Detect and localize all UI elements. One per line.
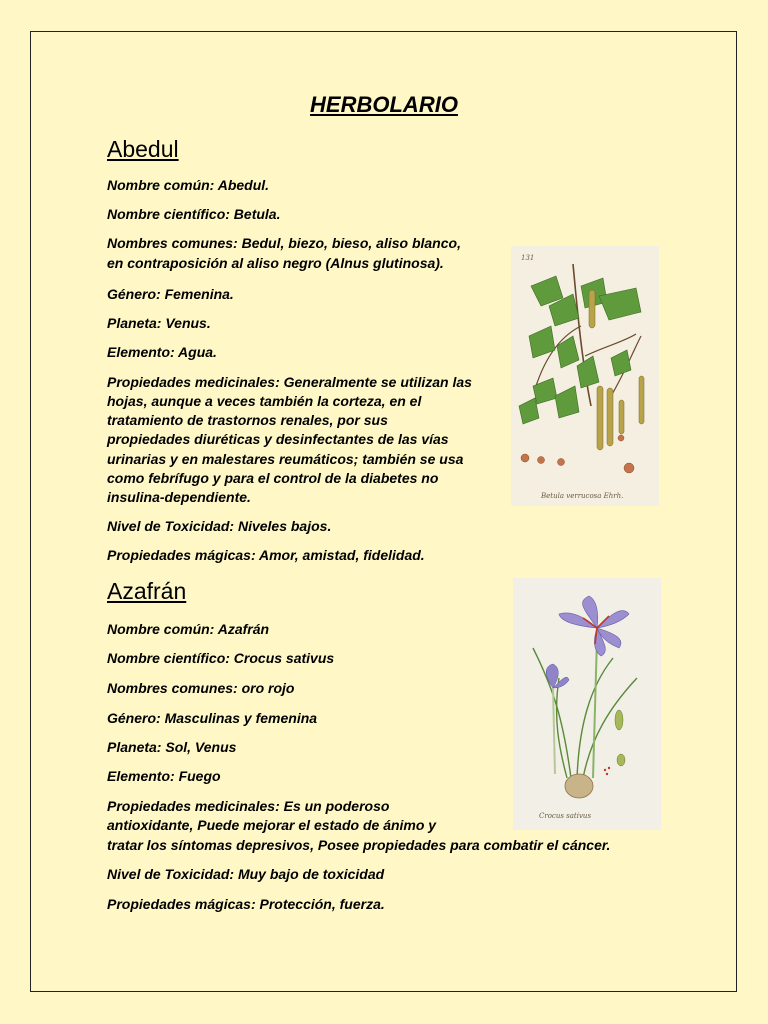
abedul-genero: Género: Femenina.: [107, 286, 234, 302]
abedul-heading: Abedul: [107, 136, 179, 162]
azafran-toxicidad: Nivel de Toxicidad: Muy bajo de toxicidad: [107, 866, 385, 882]
crocus-caption: Crocus sativus: [539, 812, 592, 820]
azafran-medicinal-line-3: tratar los síntomas depresivos, Posee propiedades para combatir el cáncer.: [107, 837, 611, 853]
abedul-medicinal-line-1: Propiedades medicinales: Generalmente se utilizan las: [107, 374, 472, 390]
azafran-medicinal-line-1: Propiedades medicinales: Es un poderoso: [107, 798, 390, 814]
abedul-medicinal-line-2: hojas, aunque a veces también la corteza, en el: [107, 393, 422, 409]
azafran-magicas: Propiedades mágicas: Protección, fuerza.: [107, 896, 385, 912]
crocus-illustration: [513, 578, 661, 830]
abedul-planeta: Planeta: Venus.: [107, 315, 211, 331]
abedul-medicinal-line-5: urinarias y en malestares reumáticos; también se usa: [107, 451, 464, 467]
abedul-common-names-line-1: Nombres comunes: Bedul, biezo, bieso, aliso blanco,: [107, 235, 461, 251]
abedul-scientific-name: Nombre científico: Betula.: [107, 206, 281, 222]
birch-plate-number: 131: [521, 254, 535, 262]
abedul-toxicidad: Nivel de Toxicidad: Niveles bajos.: [107, 518, 332, 534]
abedul-magicas: Propiedades mágicas: Amor, amistad, fidelidad.: [107, 547, 425, 563]
abedul-medicinal-line-7: insulina-dependiente.: [107, 489, 251, 505]
abedul-elemento: Elemento: Agua.: [107, 344, 217, 360]
azafran-common-names: Nombres comunes: oro rojo: [107, 680, 295, 696]
azafran-medicinal-line-2: antioxidante, Puede mejorar el estado de ánimo y: [107, 817, 437, 833]
abedul-common-names-line-2: en contraposición al aliso negro (Alnus glutinosa).: [107, 255, 444, 271]
page-title: HERBOLARIO: [310, 92, 458, 117]
azafran-scientific-name: Nombre científico: Crocus sativus: [107, 650, 335, 666]
azafran-heading: Azafrán: [107, 578, 187, 604]
abedul-medicinal-line-3: tratamiento de trastornos renales, por sus: [107, 412, 388, 428]
azafran-common-name: Nombre común: Azafrán: [107, 621, 270, 637]
azafran-elemento: Elemento: Fuego: [107, 768, 221, 784]
azafran-planeta: Planeta: Sol, Venus: [107, 739, 237, 755]
abedul-medicinal-line-6: como febrífugo y para el control de la diabetes no: [107, 470, 439, 486]
azafran-genero: Género: Masculinas y femenina: [107, 710, 318, 726]
abedul-common-name: Nombre común: Abedul.: [107, 177, 270, 193]
birch-caption: Betula verrucosa Ehrh.: [541, 492, 624, 500]
birch-illustration: [511, 246, 659, 506]
abedul-medicinal-line-4: propiedades diuréticas y desinfectantes de las vías: [107, 431, 449, 447]
